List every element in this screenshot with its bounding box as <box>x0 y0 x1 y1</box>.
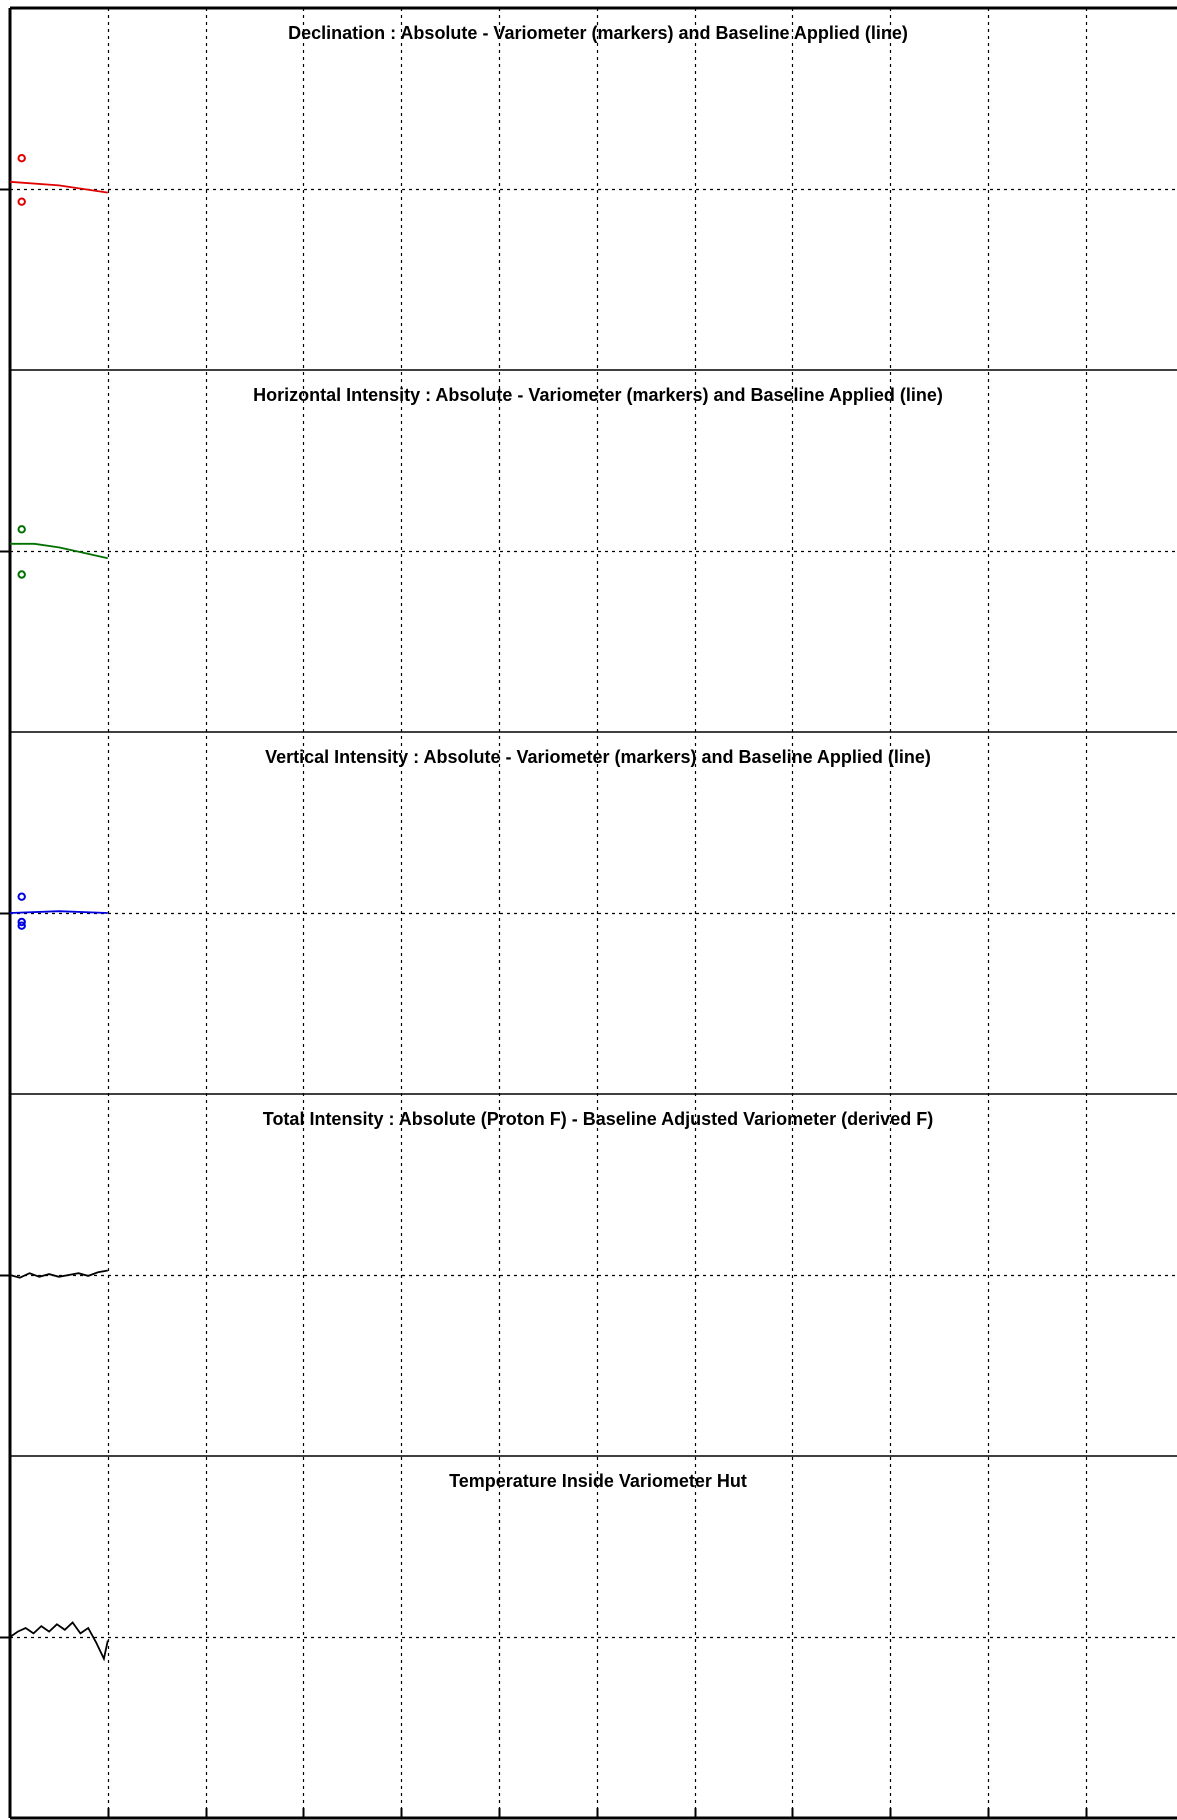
panel-title-declination: Declination : Absolute - Variometer (markers) and Baseline Applied (line) <box>288 23 908 43</box>
panel-title-temperature: Temperature Inside Variometer Hut <box>449 1471 747 1491</box>
panel-title-horizontal-intensity: Horizontal Intensity : Absolute - Variometer (markers) and Baseline Applied (line) <box>253 385 943 405</box>
panel-title-total-intensity: Total Intensity : Absolute (Proton F) - Baseline Adjusted Variometer (derived F) <box>262 1109 934 1129</box>
panel-title-vertical-intensity: Vertical Intensity : Absolute - Variometer (markers) and Baseline Applied (line) <box>265 747 931 767</box>
